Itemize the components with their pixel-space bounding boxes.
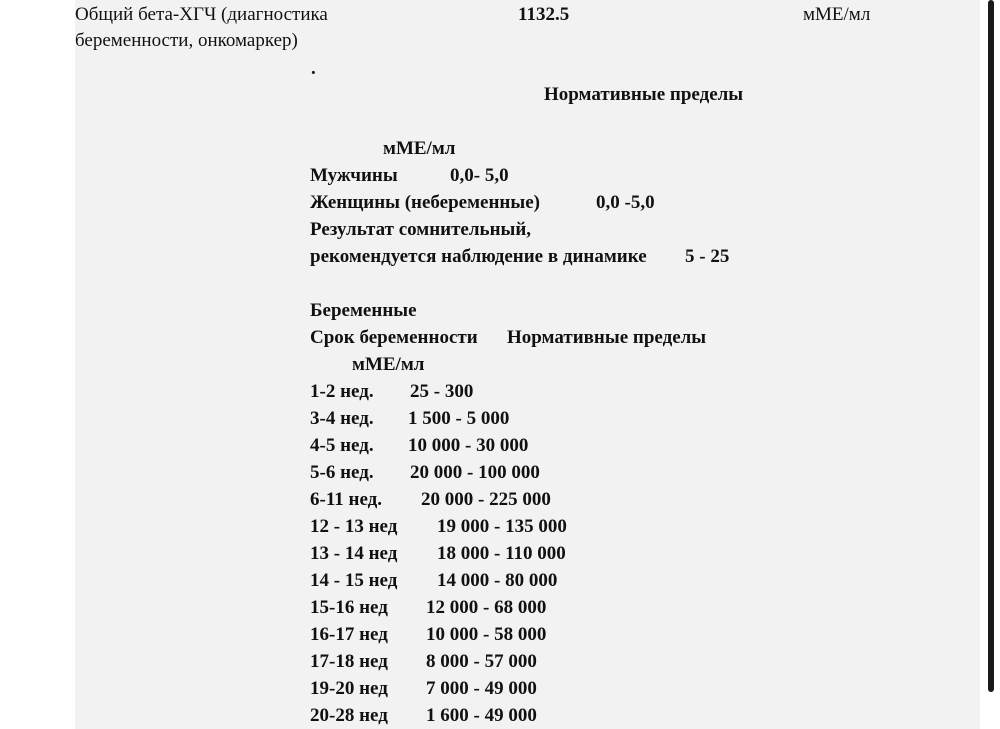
pregnant-col-limits: Нормативные пределы bbox=[507, 327, 707, 348]
pregnant-row-range: 1 600 - 49 000 bbox=[426, 705, 537, 726]
document-page bbox=[75, 0, 980, 729]
pregnant-row-term: 6-11 нед. bbox=[310, 489, 383, 510]
pregnant-row-term: 15-16 нед bbox=[310, 597, 388, 618]
pregnant-row-term: 16-17 нед bbox=[310, 624, 388, 645]
pregnant-row-range: 20 000 - 100 000 bbox=[410, 462, 540, 483]
reference-title: Нормативные пределы bbox=[544, 84, 744, 105]
doubtful-line2: рекомендуется наблюдение в динамике bbox=[310, 246, 647, 267]
pregnant-row-term: 4-5 нед. bbox=[310, 435, 374, 456]
pregnant-row-term: 17-18 нед bbox=[310, 651, 388, 672]
pregnant-unit: мМЕ/мл bbox=[352, 354, 425, 375]
pregnant-row-range: 18 000 - 110 000 bbox=[437, 543, 566, 564]
test-name-line2: беременности, онкомаркер) bbox=[75, 30, 298, 51]
doubtful-range: 5 - 25 bbox=[685, 246, 730, 267]
pregnant-row-range: 7 000 - 49 000 bbox=[426, 678, 537, 699]
pregnant-row-range: 14 000 - 80 000 bbox=[437, 570, 558, 591]
pregnant-row-term: 19-20 нед bbox=[310, 678, 388, 699]
pregnant-row-term: 20-28 нед bbox=[310, 705, 388, 726]
reference-women-label: Женщины (небеременные) bbox=[310, 192, 540, 213]
doubtful-line1: Результат сомнительный, bbox=[310, 219, 532, 240]
dot-mark: . bbox=[311, 58, 316, 79]
scrollbar-thumb[interactable] bbox=[988, 0, 994, 692]
pregnant-title: Беременные bbox=[310, 300, 417, 321]
pregnant-row-range: 19 000 - 135 000 bbox=[437, 516, 567, 537]
pregnant-col-term: Срок беременности bbox=[310, 327, 478, 348]
test-result-value: 1132.5 bbox=[518, 4, 570, 25]
pregnant-row-range: 1 500 - 5 000 bbox=[408, 408, 510, 429]
pregnant-row-range: 20 000 - 225 000 bbox=[421, 489, 551, 510]
reference-unit: мМЕ/мл bbox=[383, 138, 456, 159]
reference-men-range: 0,0- 5,0 bbox=[450, 165, 509, 186]
pregnant-row-term: 13 - 14 нед bbox=[310, 543, 398, 564]
reference-men-label: Мужчины bbox=[310, 165, 398, 186]
pregnant-row-range: 25 - 300 bbox=[410, 381, 474, 402]
pregnant-row-term: 1-2 нед. bbox=[310, 381, 374, 402]
pregnant-row-range: 8 000 - 57 000 bbox=[426, 651, 537, 672]
test-result-unit: мМЕ/мл bbox=[803, 4, 871, 25]
pregnant-row-term: 5-6 нед. bbox=[310, 462, 374, 483]
reference-women-range: 0,0 -5,0 bbox=[596, 192, 655, 213]
test-name-line1: Общий бета-ХГЧ (диагностика bbox=[75, 4, 328, 25]
pregnant-row-term: 12 - 13 нед bbox=[310, 516, 398, 537]
pregnant-row-term: 14 - 15 нед bbox=[310, 570, 398, 591]
pregnant-row-range: 12 000 - 68 000 bbox=[426, 597, 547, 618]
pregnant-row-range: 10 000 - 30 000 bbox=[408, 435, 529, 456]
pregnant-row-term: 3-4 нед. bbox=[310, 408, 374, 429]
pregnant-row-range: 10 000 - 58 000 bbox=[426, 624, 547, 645]
